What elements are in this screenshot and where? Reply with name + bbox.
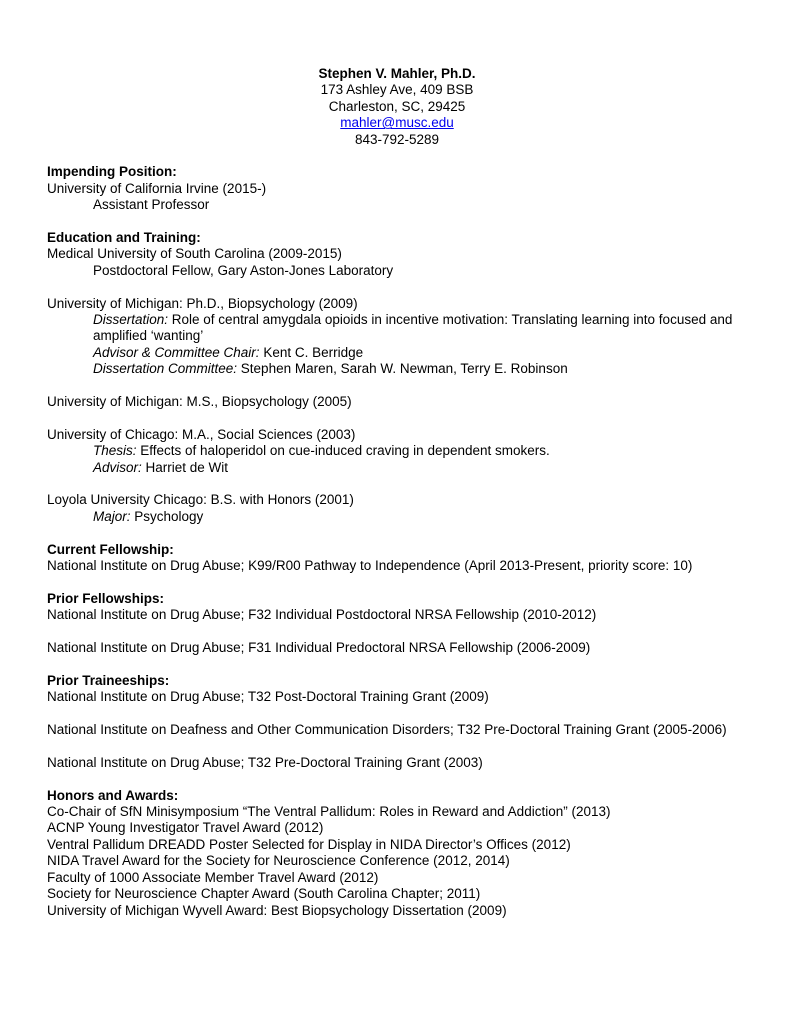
- section-title: Honors and Awards:: [47, 787, 179, 803]
- award-item: Society for Neuroscience Chapter Award (South Carolina Chapter; 2011): [47, 886, 481, 902]
- award-item: ACNP Young Investigator Travel Award (2012): [47, 820, 324, 836]
- edu-musc-role: Postdoctoral Fellow, Gary Aston-Jones Laboratory: [93, 262, 394, 278]
- edu-dissertation: [47, 312, 747, 345]
- section-honors-awards: [47, 788, 747, 919]
- advisor-label: Advisor:: [93, 459, 142, 475]
- dissertation-text: Role of central amygdala opioids in incentive motivation: Translating learning into focused and amplified ‘wanting’: [93, 312, 733, 344]
- edu-advisor: [47, 345, 747, 361]
- traineeship-item: National Institute on Drug Abuse; T32 Post-Doctoral Training Grant (2009): [47, 689, 489, 705]
- committee-label: Dissertation Committee:: [93, 361, 238, 377]
- edu-loyola: Loyola University Chicago: B.S. with Honors (2001): [47, 492, 354, 508]
- cv-header: [47, 66, 747, 148]
- traineeship-item: National Institute on Drug Abuse; T32 Pre-Doctoral Training Grant (2003): [47, 754, 483, 770]
- section-prior-traineeships: [47, 673, 747, 771]
- edu-committee: [47, 361, 747, 377]
- cv-page: [47, 66, 747, 919]
- section-current-fellowship: [47, 542, 747, 575]
- award-item: Ventral Pallidum DREADD Poster Selected for Display in NIDA Director’s Offices (2012): [47, 836, 571, 852]
- phone-number: 843-792-5289: [354, 131, 440, 147]
- section-title: Current Fellowship:: [47, 541, 174, 557]
- edu-umich-ms: University of Michigan: M.S., Biopsychology (2005): [47, 394, 352, 410]
- award-item: NIDA Travel Award for the Society for Neuroscience Conference (2012, 2014): [47, 853, 510, 869]
- prior-fellowship-item: National Institute on Drug Abuse; F32 Individual Postdoctoral NRSA Fellowship (2010-2012): [47, 607, 597, 623]
- section-prior-fellowships: [47, 591, 747, 657]
- traineeship-item: National Institute on Deafness and Other Communication Disorders; T32 Pre-Doctoral Training Grant (2005-2006): [47, 722, 727, 738]
- committee-text: Stephen Maren, Sarah W. Newman, Terry E. Robinson: [237, 361, 568, 377]
- award-item: Faculty of 1000 Associate Member Travel Award (2012): [47, 869, 379, 885]
- edu-musc-institution: Medical University of South Carolina (2009-2015): [47, 246, 342, 262]
- section-title: Prior Fellowships:: [47, 590, 165, 606]
- section-education: [47, 230, 747, 525]
- award-item: University of Michigan Wyvell Award: Best Biopsychology Dissertation (2009): [47, 902, 507, 918]
- edu-uchicago: University of Chicago: M.A., Social Sciences (2003): [47, 426, 356, 442]
- prior-fellowship-item: National Institute on Drug Abuse; F31 Individual Predoctoral NRSA Fellowship (2006-2009): [47, 640, 591, 656]
- email-link[interactable]: mahler@musc.edu: [340, 115, 454, 131]
- impending-role: Assistant Professor: [93, 197, 210, 213]
- section-impending-position: [47, 164, 747, 213]
- thesis-label: Thesis:: [93, 443, 137, 459]
- section-title: Education and Training:: [47, 230, 201, 246]
- major-text: Psychology: [130, 508, 204, 524]
- edu-umich-phd: University of Michigan: Ph.D., Biopsychology (2009): [47, 295, 358, 311]
- edu-major: [47, 509, 747, 525]
- dissertation-label: Dissertation:: [93, 312, 169, 328]
- address-line-2: Charleston, SC, 29425: [328, 98, 466, 114]
- advisor-label: Advisor & Committee Chair:: [93, 344, 260, 360]
- advisor-text: Harriet de Wit: [141, 459, 229, 475]
- major-label: Major:: [93, 508, 131, 524]
- section-title: Impending Position:: [47, 164, 177, 180]
- advisor-text: Kent C. Berridge: [259, 344, 364, 360]
- thesis-text: Effects of haloperidol on cue-induced craving in dependent smokers.: [136, 443, 550, 459]
- impending-institution: University of California Irvine (2015-): [47, 180, 267, 196]
- award-item: Co-Chair of SfN Minisymposium “The Ventral Pallidum: Roles in Reward and Addiction” (2013): [47, 804, 611, 820]
- current-fellowship-item: National Institute on Drug Abuse; K99/R00 Pathway to Independence (April 2013-Present, priority score: 10): [47, 558, 693, 574]
- address-line-1: 173 Ashley Ave, 409 BSB: [320, 82, 474, 98]
- section-title: Prior Traineeships:: [47, 672, 170, 688]
- edu-thesis: [47, 443, 747, 459]
- edu-uchicago-advisor: [47, 460, 747, 476]
- author-name: Stephen V. Mahler, Ph.D.: [318, 66, 476, 81]
